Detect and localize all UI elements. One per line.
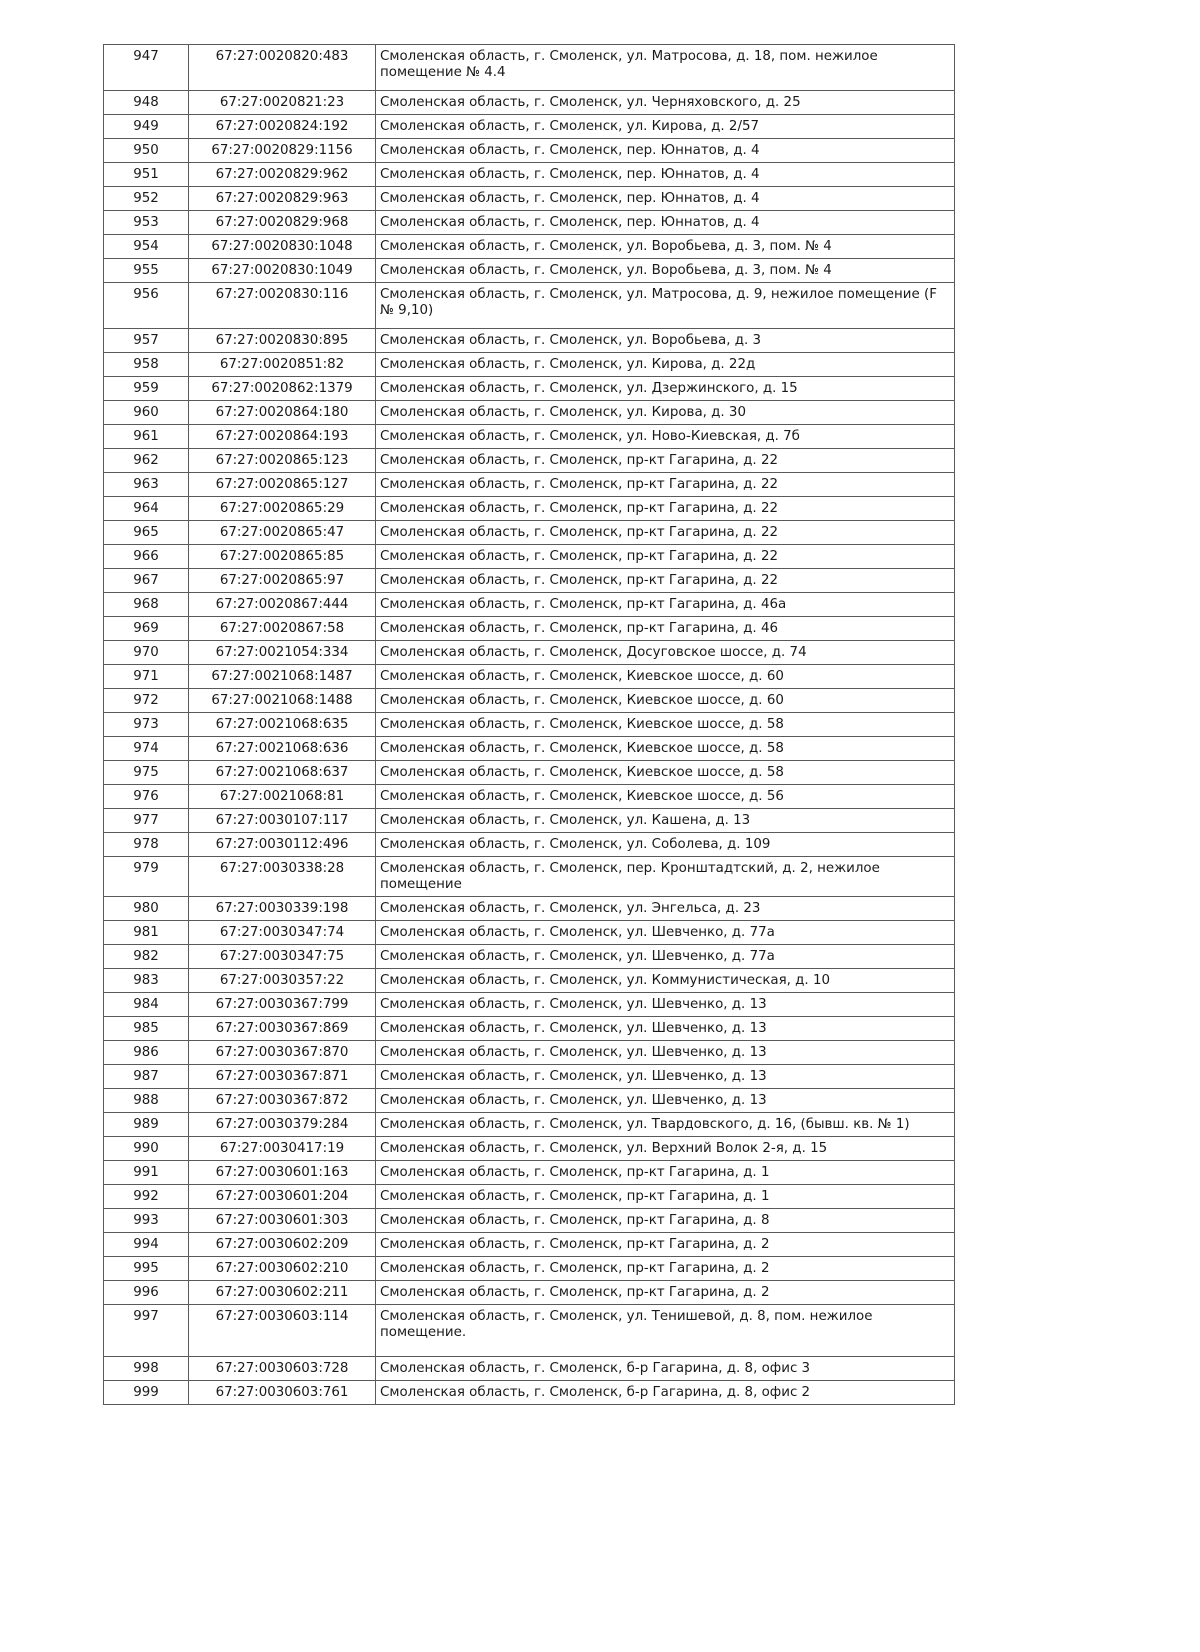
cadastral-number-cell: 67:27:0030367:799 — [189, 993, 376, 1017]
table-row — [104, 401, 955, 425]
cadastral-number-cell: 67:27:0020830:1049 — [189, 259, 376, 283]
cadastral-number-cell: 67:27:0021068:635 — [189, 713, 376, 737]
address-cell: Смоленская область, г. Смоленск, ул. Твардовского, д. 16, (бывш. кв. № 1) — [376, 1113, 955, 1137]
row-number-cell: 980 — [104, 897, 189, 921]
address-cell: Смоленская область, г. Смоленск, ул. Кирова, д. 30 — [376, 401, 955, 425]
address-cell: Смоленская область, г. Смоленск, пер. Юннатов, д. 4 — [376, 187, 955, 211]
table-row — [104, 1281, 955, 1305]
cadastral-number-cell: 67:27:0030347:74 — [189, 921, 376, 945]
row-number-cell: 955 — [104, 259, 189, 283]
address-cell: Смоленская область, г. Смоленск, пр-кт Гагарина, д. 8 — [376, 1209, 955, 1233]
address-cell: Смоленская область, г. Смоленск, пр-кт Гагарина, д. 46а — [376, 593, 955, 617]
cadastral-number-cell: 67:27:0020864:180 — [189, 401, 376, 425]
cadastral-number-cell: 67:27:0030602:210 — [189, 1257, 376, 1281]
row-number-cell: 947 — [104, 45, 189, 91]
row-number-cell: 999 — [104, 1381, 189, 1405]
row-number-cell: 965 — [104, 521, 189, 545]
table-row — [104, 163, 955, 187]
cadastral-number-cell: 67:27:0020820:483 — [189, 45, 376, 91]
cadastral-number-cell: 67:27:0021068:636 — [189, 737, 376, 761]
address-cell: Смоленская область, г. Смоленск, ул. Шевченко, д. 77а — [376, 921, 955, 945]
address-cell: Смоленская область, г. Смоленск, ул. Тенишевой, д. 8, пом. нежилое помещение. — [376, 1305, 955, 1357]
table-row — [104, 1161, 955, 1185]
row-number-cell: 993 — [104, 1209, 189, 1233]
cadastral-number-cell: 67:27:0030601:204 — [189, 1185, 376, 1209]
cadastral-number-cell: 67:27:0030602:211 — [189, 1281, 376, 1305]
table-row — [104, 497, 955, 521]
cadastral-number-cell: 67:27:0020864:193 — [189, 425, 376, 449]
row-number-cell: 959 — [104, 377, 189, 401]
row-number-cell: 961 — [104, 425, 189, 449]
address-cell: Смоленская область, г. Смоленск, ул. Шевченко, д. 13 — [376, 1065, 955, 1089]
cadastral-number-cell: 67:27:0020830:895 — [189, 329, 376, 353]
address-cell: Смоленская область, г. Смоленск, Киевское шоссе, д. 58 — [376, 737, 955, 761]
table-row — [104, 353, 955, 377]
row-number-cell: 974 — [104, 737, 189, 761]
address-cell: Смоленская область, г. Смоленск, пр-кт Гагарина, д. 46 — [376, 617, 955, 641]
row-number-cell: 968 — [104, 593, 189, 617]
row-number-cell: 992 — [104, 1185, 189, 1209]
row-number-cell: 976 — [104, 785, 189, 809]
address-cell: Смоленская область, г. Смоленск, ул. Кирова, д. 22д — [376, 353, 955, 377]
row-number-cell: 960 — [104, 401, 189, 425]
row-number-cell: 969 — [104, 617, 189, 641]
row-number-cell: 982 — [104, 945, 189, 969]
address-cell: Смоленская область, г. Смоленск, пр-кт Гагарина, д. 22 — [376, 545, 955, 569]
cadastral-number-cell: 67:27:0030601:163 — [189, 1161, 376, 1185]
cadastral-number-cell: 67:27:0030367:872 — [189, 1089, 376, 1113]
cadastral-number-cell: 67:27:0020867:444 — [189, 593, 376, 617]
row-number-cell: 978 — [104, 833, 189, 857]
table-row — [104, 737, 955, 761]
row-number-cell: 989 — [104, 1113, 189, 1137]
address-cell: Смоленская область, г. Смоленск, ул. Энгельса, д. 23 — [376, 897, 955, 921]
address-cell: Смоленская область, г. Смоленск, пр-кт Гагарина, д. 22 — [376, 521, 955, 545]
table-row — [104, 785, 955, 809]
cadastral-number-cell: 67:27:0021068:81 — [189, 785, 376, 809]
cadastral-number-cell: 67:27:0020851:82 — [189, 353, 376, 377]
address-cell: Смоленская область, г. Смоленск, ул. Ново-Киевская, д. 7б — [376, 425, 955, 449]
cadastral-number-cell: 67:27:0021068:637 — [189, 761, 376, 785]
address-cell: Смоленская область, г. Смоленск, пр-кт Гагарина, д. 22 — [376, 569, 955, 593]
address-cell: Смоленская область, г. Смоленск, пер. Кронштадтский, д. 2, нежилое помещение — [376, 857, 955, 897]
address-cell: Смоленская область, г. Смоленск, ул. Матросова, д. 9, нежилое помещение (F № 9,10) — [376, 283, 955, 329]
cadastral-number-cell: 67:27:0021068:1487 — [189, 665, 376, 689]
cadastral-number-cell: 67:27:0020830:116 — [189, 283, 376, 329]
cadastral-number-cell: 67:27:0020865:97 — [189, 569, 376, 593]
row-number-cell: 950 — [104, 139, 189, 163]
address-cell: Смоленская область, г. Смоленск, пр-кт Гагарина, д. 1 — [376, 1185, 955, 1209]
address-cell: Смоленская область, г. Смоленск, б-р Гагарина, д. 8, офис 3 — [376, 1357, 955, 1381]
table-row — [104, 1137, 955, 1161]
table-row — [104, 425, 955, 449]
cadastral-number-cell: 67:27:0030112:496 — [189, 833, 376, 857]
cadastral-number-cell: 67:27:0030601:303 — [189, 1209, 376, 1233]
row-number-cell: 975 — [104, 761, 189, 785]
address-cell: Смоленская область, г. Смоленск, пр-кт Гагарина, д. 2 — [376, 1257, 955, 1281]
cadastral-number-cell: 67:27:0020867:58 — [189, 617, 376, 641]
cadastral-number-cell: 67:27:0020865:127 — [189, 473, 376, 497]
table-row — [104, 521, 955, 545]
address-cell: Смоленская область, г. Смоленск, пр-кт Гагарина, д. 2 — [376, 1233, 955, 1257]
table-row — [104, 115, 955, 139]
address-cell: Смоленская область, г. Смоленск, ул. Шевченко, д. 77а — [376, 945, 955, 969]
row-number-cell: 962 — [104, 449, 189, 473]
table-row — [104, 1041, 955, 1065]
cadastral-number-cell: 67:27:0020865:85 — [189, 545, 376, 569]
address-cell: Смоленская область, г. Смоленск, Киевское шоссе, д. 60 — [376, 665, 955, 689]
cadastral-number-cell: 67:27:0030603:114 — [189, 1305, 376, 1357]
table-row — [104, 1233, 955, 1257]
address-cell: Смоленская область, г. Смоленск, пр-кт Гагарина, д. 2 — [376, 1281, 955, 1305]
cadastral-number-cell: 67:27:0030367:870 — [189, 1041, 376, 1065]
table-row — [104, 473, 955, 497]
row-number-cell: 984 — [104, 993, 189, 1017]
address-cell: Смоленская область, г. Смоленск, ул. Матросова, д. 18, пом. нежилое помещение № 4.4 — [376, 45, 955, 91]
address-cell: Смоленская область, г. Смоленск, ул. Верхний Волок 2-я, д. 15 — [376, 1137, 955, 1161]
table-row — [104, 617, 955, 641]
cadastral-number-cell: 67:27:0020830:1048 — [189, 235, 376, 259]
row-number-cell: 949 — [104, 115, 189, 139]
row-number-cell: 987 — [104, 1065, 189, 1089]
table-row — [104, 329, 955, 353]
cadastral-number-cell: 67:27:0030603:728 — [189, 1357, 376, 1381]
row-number-cell: 963 — [104, 473, 189, 497]
cadastral-number-cell: 67:27:0030367:871 — [189, 1065, 376, 1089]
row-number-cell: 967 — [104, 569, 189, 593]
cadastral-number-cell: 67:27:0030107:117 — [189, 809, 376, 833]
cadastral-number-cell: 67:27:0030339:198 — [189, 897, 376, 921]
table-row — [104, 91, 955, 115]
address-cell: Смоленская область, г. Смоленск, Киевское шоссе, д. 56 — [376, 785, 955, 809]
cadastral-number-cell: 67:27:0030602:209 — [189, 1233, 376, 1257]
table-row — [104, 1305, 955, 1357]
address-cell: Смоленская область, г. Смоленск, ул. Соболева, д. 109 — [376, 833, 955, 857]
cadastral-number-cell: 67:27:0030417:19 — [189, 1137, 376, 1161]
address-cell: Смоленская область, г. Смоленск, пер. Юннатов, д. 4 — [376, 139, 955, 163]
cadastral-number-cell: 67:27:0020824:192 — [189, 115, 376, 139]
table-row — [104, 1257, 955, 1281]
property-registry-table — [103, 44, 955, 1405]
row-number-cell: 981 — [104, 921, 189, 945]
table-row — [104, 969, 955, 993]
registry-table-body — [104, 45, 955, 1405]
cadastral-number-cell: 67:27:0020829:1156 — [189, 139, 376, 163]
row-number-cell: 979 — [104, 857, 189, 897]
table-row — [104, 139, 955, 163]
row-number-cell: 998 — [104, 1357, 189, 1381]
cadastral-number-cell: 67:27:0020821:23 — [189, 91, 376, 115]
row-number-cell: 973 — [104, 713, 189, 737]
row-number-cell: 996 — [104, 1281, 189, 1305]
address-cell: Смоленская область, г. Смоленск, ул. Кирова, д. 2/57 — [376, 115, 955, 139]
row-number-cell: 994 — [104, 1233, 189, 1257]
table-row — [104, 1089, 955, 1113]
row-number-cell: 948 — [104, 91, 189, 115]
address-cell: Смоленская область, г. Смоленск, Досуговское шоссе, д. 74 — [376, 641, 955, 665]
table-row — [104, 857, 955, 897]
cadastral-number-cell: 67:27:0020829:962 — [189, 163, 376, 187]
cadastral-number-cell: 67:27:0020865:29 — [189, 497, 376, 521]
address-cell: Смоленская область, г. Смоленск, ул. Шевченко, д. 13 — [376, 993, 955, 1017]
address-cell: Смоленская область, г. Смоленск, пер. Юннатов, д. 4 — [376, 211, 955, 235]
row-number-cell: 972 — [104, 689, 189, 713]
row-number-cell: 951 — [104, 163, 189, 187]
table-row — [104, 689, 955, 713]
address-cell: Смоленская область, г. Смоленск, ул. Воробьева, д. 3, пом. № 4 — [376, 259, 955, 283]
address-cell: Смоленская область, г. Смоленск, пр-кт Гагарина, д. 22 — [376, 497, 955, 521]
row-number-cell: 952 — [104, 187, 189, 211]
row-number-cell: 990 — [104, 1137, 189, 1161]
address-cell: Смоленская область, г. Смоленск, б-р Гагарина, д. 8, офис 2 — [376, 1381, 955, 1405]
row-number-cell: 995 — [104, 1257, 189, 1281]
table-row — [104, 283, 955, 329]
cadastral-number-cell: 67:27:0030603:761 — [189, 1381, 376, 1405]
cadastral-number-cell: 67:27:0030379:284 — [189, 1113, 376, 1137]
row-number-cell: 991 — [104, 1161, 189, 1185]
table-row — [104, 809, 955, 833]
table-row — [104, 449, 955, 473]
cadastral-number-cell: 67:27:0030357:22 — [189, 969, 376, 993]
table-row — [104, 187, 955, 211]
row-number-cell: 957 — [104, 329, 189, 353]
address-cell: Смоленская область, г. Смоленск, ул. Кашена, д. 13 — [376, 809, 955, 833]
table-row — [104, 1357, 955, 1381]
table-row — [104, 377, 955, 401]
address-cell: Смоленская область, г. Смоленск, ул. Воробьева, д. 3 — [376, 329, 955, 353]
address-cell: Смоленская область, г. Смоленск, пр-кт Гагарина, д. 22 — [376, 473, 955, 497]
address-cell: Смоленская область, г. Смоленск, ул. Воробьева, д. 3, пом. № 4 — [376, 235, 955, 259]
table-row — [104, 1381, 955, 1405]
row-number-cell: 964 — [104, 497, 189, 521]
row-number-cell: 988 — [104, 1089, 189, 1113]
address-cell: Смоленская область, г. Смоленск, ул. Дзержинского, д. 15 — [376, 377, 955, 401]
table-row — [104, 211, 955, 235]
cadastral-number-cell: 67:27:0020865:123 — [189, 449, 376, 473]
table-row — [104, 1209, 955, 1233]
row-number-cell: 983 — [104, 969, 189, 993]
table-row — [104, 1065, 955, 1089]
cadastral-number-cell: 67:27:0030347:75 — [189, 945, 376, 969]
address-cell: Смоленская область, г. Смоленск, Киевское шоссе, д. 58 — [376, 761, 955, 785]
row-number-cell: 977 — [104, 809, 189, 833]
row-number-cell: 954 — [104, 235, 189, 259]
address-cell: Смоленская область, г. Смоленск, ул. Шевченко, д. 13 — [376, 1089, 955, 1113]
row-number-cell: 985 — [104, 1017, 189, 1041]
row-number-cell: 970 — [104, 641, 189, 665]
table-row — [104, 1017, 955, 1041]
table-row — [104, 45, 955, 91]
cadastral-number-cell: 67:27:0030338:28 — [189, 857, 376, 897]
address-cell: Смоленская область, г. Смоленск, ул. Коммунистическая, д. 10 — [376, 969, 955, 993]
table-row — [104, 569, 955, 593]
cadastral-number-cell: 67:27:0021054:334 — [189, 641, 376, 665]
row-number-cell: 997 — [104, 1305, 189, 1357]
table-row — [104, 1185, 955, 1209]
address-cell: Смоленская область, г. Смоленск, ул. Шевченко, д. 13 — [376, 1017, 955, 1041]
table-row — [104, 235, 955, 259]
cadastral-number-cell: 67:27:0020862:1379 — [189, 377, 376, 401]
row-number-cell: 956 — [104, 283, 189, 329]
address-cell: Смоленская область, г. Смоленск, пр-кт Гагарина, д. 1 — [376, 1161, 955, 1185]
table-row — [104, 713, 955, 737]
table-row — [104, 641, 955, 665]
table-row — [104, 897, 955, 921]
address-cell: Смоленская область, г. Смоленск, Киевское шоссе, д. 58 — [376, 713, 955, 737]
table-row — [104, 665, 955, 689]
address-cell: Смоленская область, г. Смоленск, Киевское шоссе, д. 60 — [376, 689, 955, 713]
cadastral-number-cell: 67:27:0020865:47 — [189, 521, 376, 545]
table-row — [104, 545, 955, 569]
table-row — [104, 593, 955, 617]
row-number-cell: 958 — [104, 353, 189, 377]
cadastral-number-cell: 67:27:0020829:968 — [189, 211, 376, 235]
table-row — [104, 259, 955, 283]
address-cell: Смоленская область, г. Смоленск, ул. Черняховского, д. 25 — [376, 91, 955, 115]
table-row — [104, 1113, 955, 1137]
table-row — [104, 993, 955, 1017]
table-row — [104, 833, 955, 857]
table-row — [104, 761, 955, 785]
row-number-cell: 986 — [104, 1041, 189, 1065]
row-number-cell: 971 — [104, 665, 189, 689]
row-number-cell: 953 — [104, 211, 189, 235]
cadastral-number-cell: 67:27:0021068:1488 — [189, 689, 376, 713]
address-cell: Смоленская область, г. Смоленск, пр-кт Гагарина, д. 22 — [376, 449, 955, 473]
row-number-cell: 966 — [104, 545, 189, 569]
table-row — [104, 945, 955, 969]
cadastral-number-cell: 67:27:0020829:963 — [189, 187, 376, 211]
cadastral-number-cell: 67:27:0030367:869 — [189, 1017, 376, 1041]
table-row — [104, 921, 955, 945]
address-cell: Смоленская область, г. Смоленск, ул. Шевченко, д. 13 — [376, 1041, 955, 1065]
address-cell: Смоленская область, г. Смоленск, пер. Юннатов, д. 4 — [376, 163, 955, 187]
